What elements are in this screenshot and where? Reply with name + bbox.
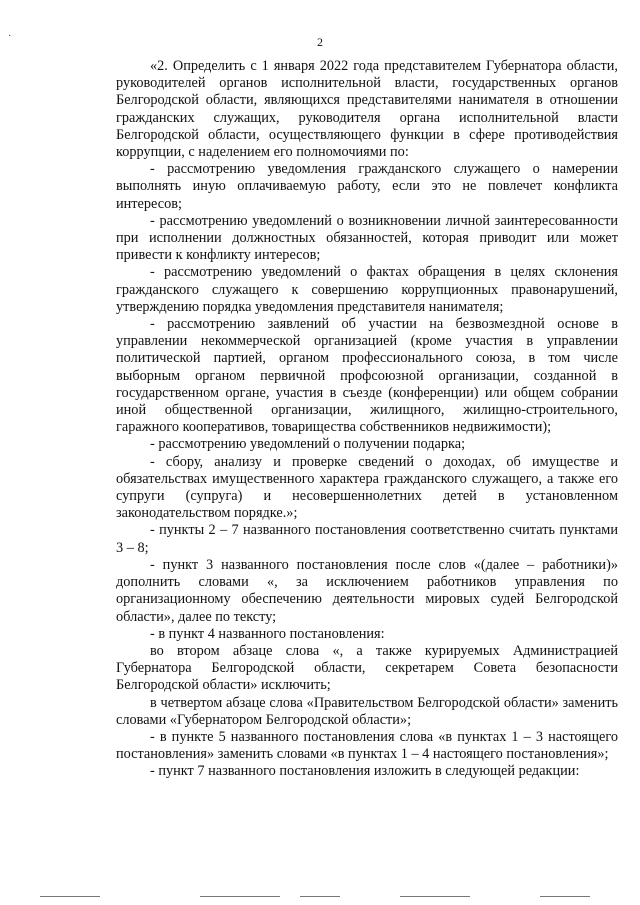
paragraph-item-income-check: - сбору, анализу и проверке сведений о доходах, об имуществе и обязательствах имущественного характера гражданского служащего, а также его супруги (супруга) и несовершеннолетних детей в установленном законодательством порядке.»; — [116, 453, 618, 522]
scan-edge-artifacts — [0, 893, 640, 901]
paragraph-item-conflict-interest: - рассмотрению уведомлений о возникновении личной заинтересованности при исполнении должностных обязанностей, которая приводит или может привести к конфликту интересов; — [116, 212, 618, 264]
paragraph-item-ngo-participation: - рассмотрению заявлений об участии на безвозмездной основе в управлении некоммерческой организацией (кроме участия в управлении политической партией, органом профессионального союза, в том числе выборным органом первичной профсоюзной организации, созданной в государственном органе, участия в съезде (конференции) или общем собрании иной общественной организации, жилищного, жилищно-строительного, гаражного кооперативов, товарищества собственников недвижимости); — [116, 316, 618, 436]
paragraph-point-4-second-abzac: во втором абзаце слова «, а также курируемых Администрацией Губернатора Белгородской области, секретарем Совета безопасности Белгородской области» исключить; — [116, 642, 618, 694]
paragraph-point-4-fourth-abzac: в четвертом абзаце слова «Правительством Белгородской области» заменить словами «Губернатором Белгородской области»; — [116, 694, 618, 728]
scan-artifact-mark: · — [8, 31, 12, 42]
paragraph-item-other-work: - рассмотрению уведомления гражданского служащего о намерении выполнять иную оплачиваемую работу, если это не повлечет конфликта интересов; — [116, 161, 618, 212]
paragraph-point-7-amend: - пункт 7 названного постановления изложить в следующей редакции: — [150, 763, 580, 780]
paragraph-point-5-amend: - в пункте 5 названного постановления слова «в пунктах 1 – 3 настоящего постановления» заменить словами «в пунктах 1 – 4 настоящего постановления»; — [116, 728, 618, 763]
paragraph-item-gift: - рассмотрению уведомлений о получении подарка; — [150, 436, 466, 453]
paragraph-renumber-points: - пункты 2 – 7 названного постановления соответственно считать пунктами 3 – 8; — [116, 522, 618, 556]
paragraph-item-corruption-inducement: - рассмотрению уведомлений о фактах обращения в целях склонения гражданского служащего к совершению коррупционных правонарушений, утверждению порядка уведомления представителя нанимателя; — [116, 264, 618, 315]
paragraph-point-3-amend: - пункт 3 названного постановления после слов «(далее – работники)» дополнить словами «, за исключением работников управления по организационному обеспечению деятельности мировых судей Белгородской области», далее по тексту; — [116, 556, 618, 625]
document-body — [116, 58, 618, 781]
page-number: 2 — [317, 35, 323, 49]
paragraph-intro: «2. Определить с 1 января 2022 года представителем Губернатора области, руководителей органов исполнительной власти, государственных органов Белгородской области, являющихся представителями нанимателя в отношении гражданских служащих, руководителя органа исполнительной власти Белгородской области, осуществляющего функции в сфере противодействия коррупции, с наделением его полномочиями по: — [116, 58, 618, 161]
paragraph-point-4-intro: - в пункт 4 названного постановления: — [150, 625, 385, 642]
